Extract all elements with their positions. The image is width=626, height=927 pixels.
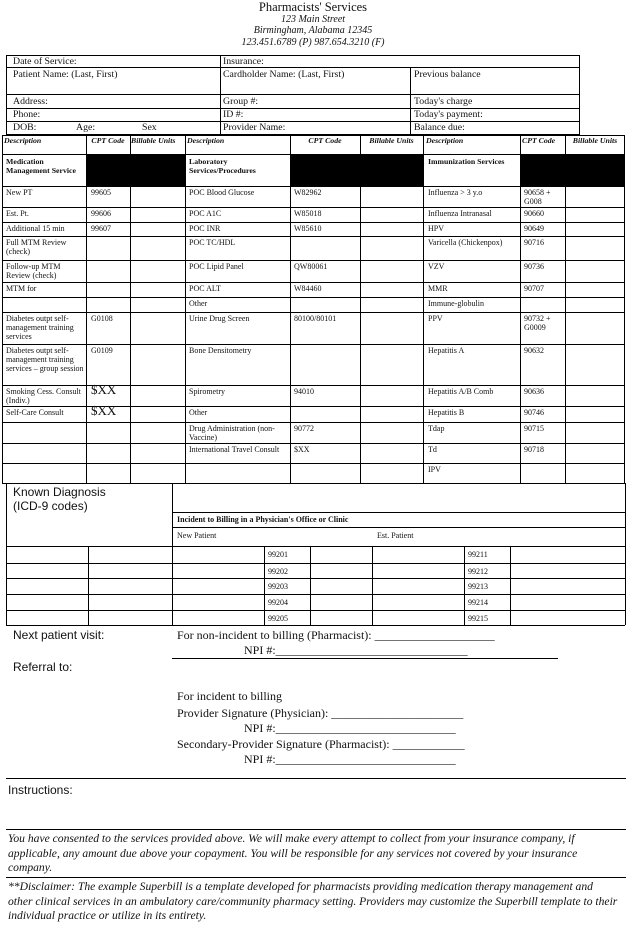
- section-band: [86, 154, 186, 186]
- imm-row-description: VZV: [428, 262, 445, 271]
- new-patient-code: 99202: [268, 567, 288, 576]
- imm-row-description: Influenza Intranasal: [428, 209, 492, 218]
- diag-rule: [6, 625, 625, 626]
- table-rule: [2, 236, 624, 237]
- imm-row-code: 90658 + G008: [524, 188, 551, 206]
- table-rule: [2, 312, 624, 313]
- non-incident-underline: [172, 658, 558, 659]
- secondary-signature-line: Secondary-Provider Signature (Pharmacist): ____________: [177, 737, 465, 751]
- imm-cpt-header: CPT Code: [522, 136, 556, 145]
- lab-row-description: Urine Drug Screen: [189, 314, 250, 323]
- lab-row-description: POC A1C: [189, 209, 222, 218]
- imm-row-code: 90632: [524, 346, 544, 355]
- table-col-rule: [624, 135, 625, 483]
- lab-row-code: 94010: [294, 387, 314, 396]
- lab-row-description: POC Lipid Panel: [189, 262, 244, 271]
- diag-col-rule: [6, 546, 7, 625]
- referral-label: Referral to:: [13, 660, 73, 674]
- imm-row-description: MMR: [428, 284, 448, 293]
- mtm-row-description: Additional 15 min: [6, 224, 65, 233]
- est-patient-code: 99215: [468, 614, 488, 623]
- lab-row-description: Bone Densitometry: [189, 346, 252, 355]
- diag-col-rule: [372, 546, 373, 625]
- mtm-row-description: Diabetes outpt self-management training services – group session: [6, 346, 84, 373]
- instructions-top-rule: [6, 778, 626, 779]
- new-patient-label: New Patient: [177, 531, 217, 540]
- est-patient-label: Est. Patient: [377, 531, 414, 540]
- table-col-rule: [290, 135, 291, 483]
- balance-due-label: Balance due:: [414, 122, 465, 133]
- est-patient-code: 99211: [468, 550, 488, 559]
- table-rule: [2, 463, 624, 464]
- mtm-row-description: Follow-up MTM Review (check): [6, 262, 61, 280]
- imm-row-description: Influenza > 3 y.o: [428, 188, 483, 197]
- imm-description-header: Description: [426, 136, 464, 145]
- imm-row-code: 90736: [524, 262, 544, 271]
- next-visit-label: Next patient visit:: [13, 628, 105, 642]
- pharmacy-phone: 123.451.6789 (P) 987.654.3210 (F): [241, 36, 385, 48]
- table-rule: [2, 186, 624, 187]
- lab-row-code: 80100/80101: [294, 314, 337, 323]
- table-col-rule: [565, 135, 566, 483]
- consent-top-rule: [6, 829, 626, 830]
- sex-label: Sex: [142, 122, 157, 133]
- instructions-label: Instructions:: [8, 783, 73, 797]
- lab-row-description: POC ALT: [189, 284, 221, 293]
- imm-row-description: HPV: [428, 224, 445, 233]
- dob-label: DOB:: [13, 122, 37, 133]
- new-patient-code: 99205: [268, 614, 288, 623]
- cardholder-name-label: Cardholder Name: (Last, First): [223, 69, 345, 80]
- todays-charge-label: Today's charge: [414, 96, 473, 107]
- consent-text: You have consented to the services provided above. We will make every attempt to collect from your insurance company, if applicable, any amount due above your copayment. You will be responsible for any services not covered by your insurance company.: [8, 832, 578, 874]
- lab-row-description: POC TC/HDL: [189, 238, 236, 247]
- imm-units-header: Billable Units: [572, 136, 618, 145]
- table-rule: [2, 297, 624, 298]
- mtm-units-header: Billable Units: [131, 136, 176, 145]
- new-patient-code: 99204: [268, 598, 288, 607]
- incident-billing-title: Incident to Billing in a Physician's Office or Clinic: [177, 515, 349, 524]
- diag-col-rule: [264, 546, 265, 625]
- diag-col-rule: [88, 546, 89, 625]
- lab-section-title: Laboratory Services/Procedures: [189, 157, 256, 175]
- est-patient-code: 99214: [468, 598, 488, 607]
- non-incident-billing-line: For non-incident to billing (Pharmacist): ____________________: [177, 628, 495, 642]
- lab-row-description: POC Blood Glucose: [189, 188, 255, 197]
- lab-cpt-header: CPT Code: [308, 136, 342, 145]
- diag-rule: [6, 578, 625, 579]
- mtm-section-title: Medication Management Service: [6, 157, 76, 175]
- imm-row-code: 90746: [524, 408, 544, 417]
- imm-row-code: 90718: [524, 445, 544, 454]
- lab-row-description: Other: [189, 408, 208, 417]
- imm-section-title: Immunization Services: [428, 157, 505, 166]
- imm-row-code: 90636: [524, 387, 544, 396]
- table-rule: [2, 222, 624, 223]
- icd9-codes-subtitle: (ICD-9 codes): [13, 499, 88, 513]
- imm-row-description: Tdap: [428, 424, 445, 433]
- lab-row-code: W85610: [294, 224, 322, 233]
- imm-row-code: 90732 + G0009: [524, 314, 551, 332]
- table-col-rule: [185, 135, 186, 483]
- imm-row-description: Hepatitis B: [428, 408, 465, 417]
- diag-rule: [6, 610, 625, 611]
- npi-line-1: NPI #:________________________________: [244, 643, 468, 657]
- pharmacy-address-line1: 123 Main Street: [280, 13, 346, 25]
- lab-row-description: Other: [189, 299, 208, 308]
- mtm-row-description: Smoking Cess. Consult (Indiv.): [6, 387, 81, 405]
- lab-row-code: W82962: [294, 188, 322, 197]
- mtm-row-code: 99607: [91, 224, 111, 233]
- pharmacy-title: Pharmacists' Services: [258, 0, 368, 14]
- table-rule: [2, 422, 624, 423]
- mtm-row-code: $XX: [91, 382, 117, 397]
- disclaimer-top-rule: [6, 877, 626, 878]
- table-col-rule: [520, 135, 521, 483]
- lab-row-description: Drug Administration (non-Vaccine): [189, 424, 275, 442]
- id-label: ID #:: [223, 109, 244, 120]
- diag-col-rule: [464, 546, 465, 625]
- lab-units-header: Billable Units: [369, 136, 414, 145]
- table-col-rule: [86, 135, 87, 483]
- lab-row-description: International Travel Consult: [189, 445, 280, 454]
- disclaimer-text: **Disclaimer: The example Superbill is a template developed for pharmacists providing medication therapy management and other clinical services in an ambulatory care/community pharmacy setting. Providers may customize the Superbill template to their individual practice or utilize in its entirety.: [8, 880, 618, 922]
- age-label: Age:: [76, 122, 96, 133]
- imm-row-description: Hepatitis A: [428, 346, 465, 355]
- lab-row-code: W84460: [294, 284, 322, 293]
- mtm-row-description: Est. Pt.: [6, 209, 29, 218]
- section-band: [290, 154, 424, 186]
- previous-balance-label: Previous balance: [414, 69, 481, 80]
- est-patient-code: 99213: [468, 582, 488, 591]
- known-diagnosis-title: Known Diagnosis: [13, 485, 106, 499]
- table-rule: [2, 207, 624, 208]
- table-col-rule: [2, 135, 3, 483]
- imm-row-description: PPV: [428, 314, 443, 323]
- mtm-row-code: 99606: [91, 209, 111, 218]
- imm-row-description: Immune-globulin: [428, 299, 484, 308]
- npi-line-3: NPI #:______________________________: [244, 752, 456, 766]
- mtm-row-code: G0108: [91, 314, 113, 323]
- mtm-row-description: Diabetes outpt self-management training services: [6, 314, 74, 341]
- section-band: [520, 154, 625, 186]
- provider-name-label: Provider Name:: [223, 122, 286, 133]
- table-rule: [2, 443, 624, 444]
- est-patient-code: 99212: [468, 567, 488, 576]
- new-patient-code: 99203: [268, 582, 288, 591]
- lab-row-code: 90772: [294, 424, 314, 433]
- imm-row-description: Varicella (Chickenpox): [428, 238, 503, 247]
- imm-row-description: Hepatitis A/B Comb: [428, 387, 494, 396]
- lab-row-description: POC INR: [189, 224, 221, 233]
- imm-row-code: 90649: [524, 224, 544, 233]
- new-patient-code: 99201: [268, 550, 288, 559]
- imm-row-description: IPV: [428, 465, 441, 474]
- pharmacy-header: [0, 2, 626, 48]
- pharmacy-address-line2: Birmingham, Alabama 12345: [253, 25, 373, 36]
- table-rule: [2, 344, 624, 345]
- imm-row-code: 90660: [524, 209, 544, 218]
- mtm-row-description: New PT: [6, 188, 33, 197]
- diag-col-rule: [510, 546, 511, 625]
- date-of-service-label: Date of Service:: [13, 56, 77, 67]
- address-label: Address:: [13, 96, 48, 107]
- mtm-row-code: $XX: [91, 403, 117, 418]
- table-col-rule: [130, 135, 131, 483]
- imm-row-code: 90716: [524, 238, 544, 247]
- diag-rule: [6, 563, 625, 564]
- insurance-label: Insurance:: [223, 56, 264, 67]
- mtm-row-code: 99605: [91, 188, 111, 197]
- imm-row-code: 90707: [524, 284, 544, 293]
- patient-name-label: Patient Name: (Last, First): [13, 69, 118, 80]
- lab-row-code: W85018: [294, 209, 322, 218]
- table-rule: [2, 260, 624, 261]
- group-label: Group #:: [223, 96, 259, 107]
- mtm-row-description: MTM for: [6, 284, 37, 293]
- table-col-rule: [423, 135, 424, 483]
- table-rule: [2, 282, 624, 283]
- diag-rule: [6, 546, 625, 547]
- imm-row-description: Td: [428, 445, 437, 454]
- imm-row-code: 90715: [524, 424, 544, 433]
- provider-signature-line: Provider Signature (Physician): ______________________: [177, 706, 464, 720]
- lab-description-header: Description: [187, 136, 225, 145]
- todays-payment-label: Today's payment:: [414, 109, 483, 120]
- diag-rule: [6, 594, 625, 595]
- mtm-cpt-header: CPT Code: [91, 136, 125, 145]
- incident-billing-label: For incident to billing: [177, 689, 282, 703]
- table-col-rule: [360, 135, 361, 483]
- mtm-description-header: Description: [4, 136, 42, 145]
- lab-row-code: QW80061: [294, 262, 328, 271]
- mtm-row-description: Full MTM Review (check): [6, 238, 67, 256]
- phone-label: Phone:: [13, 109, 41, 120]
- mtm-row-code: G0109: [91, 346, 113, 355]
- mtm-row-description: Self-Care Consult: [6, 408, 64, 417]
- diag-col-rule: [310, 546, 311, 625]
- diag-col-rule: [172, 546, 173, 625]
- lab-row-code: $XX: [294, 445, 310, 454]
- lab-row-description: Spirometry: [189, 387, 225, 396]
- npi-line-2: NPI #:______________________________: [244, 721, 456, 735]
